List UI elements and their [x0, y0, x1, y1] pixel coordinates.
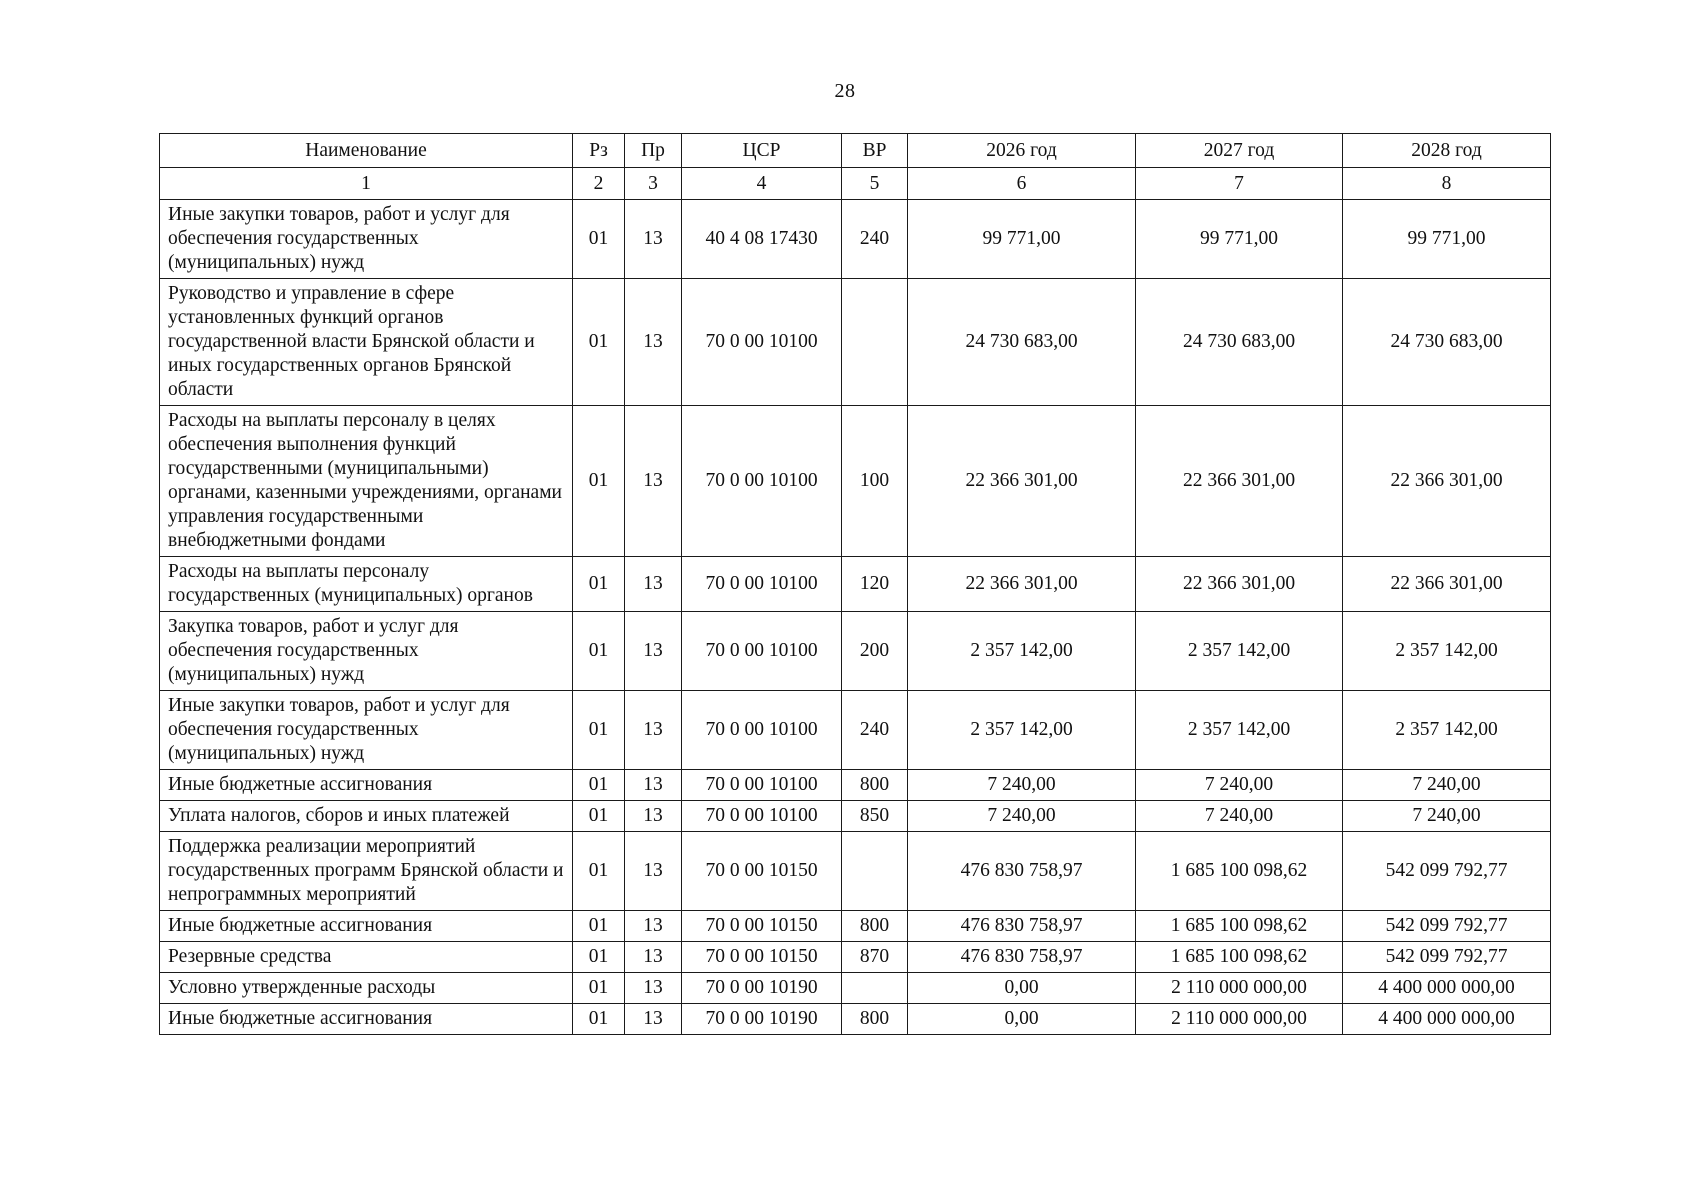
row-csr: 70 0 00 10190: [682, 1004, 842, 1035]
table-row: [160, 911, 1551, 942]
header-rz: Рз: [573, 134, 625, 168]
column-number: 8: [1343, 168, 1551, 200]
row-vr: 800: [842, 1004, 908, 1035]
header-year-2027: 2027 год: [1136, 134, 1343, 168]
row-rz: 01: [573, 279, 625, 406]
row-amount-2028: 542 099 792,77: [1343, 942, 1551, 973]
row-name: Расходы на выплаты персоналу в целях обеспечения выполнения функций государственными (муниципальными) органами, казенными учреждениями, органами управления государственными внебюджетными фондами: [160, 406, 573, 557]
row-rz: 01: [573, 612, 625, 691]
row-amount-2028: 24 730 683,00: [1343, 279, 1551, 406]
column-number: 6: [908, 168, 1136, 200]
row-name: Уплата налогов, сборов и иных платежей: [160, 801, 573, 832]
row-amount-2028: 22 366 301,00: [1343, 406, 1551, 557]
row-vr: [842, 973, 908, 1004]
row-pr: 13: [625, 406, 682, 557]
row-csr: 70 0 00 10100: [682, 406, 842, 557]
row-vr: 800: [842, 770, 908, 801]
header-csr: ЦСР: [682, 134, 842, 168]
table-row: [160, 612, 1551, 691]
row-rz: 01: [573, 200, 625, 279]
table-row: [160, 770, 1551, 801]
table-row: [160, 557, 1551, 612]
row-pr: 13: [625, 279, 682, 406]
row-amount-2027: 22 366 301,00: [1136, 557, 1343, 612]
row-pr: 13: [625, 801, 682, 832]
table-body: [160, 200, 1551, 1035]
row-vr: 240: [842, 200, 908, 279]
row-pr: 13: [625, 911, 682, 942]
row-name: Иные бюджетные ассигнования: [160, 1004, 573, 1035]
row-pr: 13: [625, 200, 682, 279]
row-amount-2027: 7 240,00: [1136, 801, 1343, 832]
row-amount-2028: 2 357 142,00: [1343, 612, 1551, 691]
row-name: Закупка товаров, работ и услуг для обеспечения государственных (муниципальных) нужд: [160, 612, 573, 691]
row-pr: 13: [625, 973, 682, 1004]
row-vr: [842, 279, 908, 406]
row-amount-2028: 542 099 792,77: [1343, 832, 1551, 911]
row-amount-2026: 7 240,00: [908, 770, 1136, 801]
row-csr: 70 0 00 10150: [682, 911, 842, 942]
row-csr: 70 0 00 10150: [682, 832, 842, 911]
table-header: [160, 134, 1551, 200]
row-name: Расходы на выплаты персоналу государственных (муниципальных) органов: [160, 557, 573, 612]
row-name: Иные закупки товаров, работ и услуг для обеспечения государственных (муниципальных) нужд: [160, 691, 573, 770]
row-pr: 13: [625, 557, 682, 612]
column-number: 4: [682, 168, 842, 200]
row-rz: 01: [573, 691, 625, 770]
table-row: [160, 691, 1551, 770]
row-amount-2026: 7 240,00: [908, 801, 1136, 832]
row-amount-2026: 0,00: [908, 973, 1136, 1004]
row-pr: 13: [625, 691, 682, 770]
row-name: Условно утвержденные расходы: [160, 973, 573, 1004]
row-vr: 200: [842, 612, 908, 691]
table-row: [160, 801, 1551, 832]
column-number: 2: [573, 168, 625, 200]
row-pr: 13: [625, 1004, 682, 1035]
row-rz: 01: [573, 770, 625, 801]
row-csr: 70 0 00 10100: [682, 557, 842, 612]
row-rz: 01: [573, 1004, 625, 1035]
row-amount-2028: 7 240,00: [1343, 770, 1551, 801]
row-csr: 70 0 00 10100: [682, 279, 842, 406]
row-amount-2027: 7 240,00: [1136, 770, 1343, 801]
row-amount-2026: 0,00: [908, 1004, 1136, 1035]
column-number: 3: [625, 168, 682, 200]
row-amount-2027: 99 771,00: [1136, 200, 1343, 279]
row-amount-2026: 476 830 758,97: [908, 942, 1136, 973]
header-pr: Пр: [625, 134, 682, 168]
row-amount-2027: 2 110 000 000,00: [1136, 1004, 1343, 1035]
row-amount-2027: 22 366 301,00: [1136, 406, 1343, 557]
row-amount-2027: 2 357 142,00: [1136, 612, 1343, 691]
table-row: [160, 832, 1551, 911]
row-amount-2027: 1 685 100 098,62: [1136, 911, 1343, 942]
table-row: [160, 200, 1551, 279]
row-pr: 13: [625, 770, 682, 801]
row-pr: 13: [625, 612, 682, 691]
column-number: 1: [160, 168, 573, 200]
row-amount-2027: 1 685 100 098,62: [1136, 942, 1343, 973]
row-rz: 01: [573, 832, 625, 911]
row-vr: 850: [842, 801, 908, 832]
budget-table: [159, 133, 1551, 1035]
row-vr: 100: [842, 406, 908, 557]
row-csr: 40 4 08 17430: [682, 200, 842, 279]
row-csr: 70 0 00 10190: [682, 973, 842, 1004]
table-row: [160, 279, 1551, 406]
row-pr: 13: [625, 942, 682, 973]
row-amount-2028: 99 771,00: [1343, 200, 1551, 279]
row-amount-2027: 1 685 100 098,62: [1136, 832, 1343, 911]
column-number-row: [160, 168, 1551, 200]
header-vr: ВР: [842, 134, 908, 168]
row-amount-2028: 542 099 792,77: [1343, 911, 1551, 942]
table-row: [160, 942, 1551, 973]
row-vr: 800: [842, 911, 908, 942]
page-number: 28: [834, 80, 856, 102]
row-amount-2028: 2 357 142,00: [1343, 691, 1551, 770]
row-rz: 01: [573, 973, 625, 1004]
row-pr: 13: [625, 832, 682, 911]
row-csr: 70 0 00 10100: [682, 770, 842, 801]
table-row: [160, 406, 1551, 557]
row-amount-2027: 24 730 683,00: [1136, 279, 1343, 406]
row-amount-2026: 24 730 683,00: [908, 279, 1136, 406]
row-name: Резервные средства: [160, 942, 573, 973]
row-csr: 70 0 00 10100: [682, 691, 842, 770]
header-year-2028: 2028 год: [1343, 134, 1551, 168]
column-number: 5: [842, 168, 908, 200]
row-vr: 120: [842, 557, 908, 612]
row-rz: 01: [573, 557, 625, 612]
column-number: 7: [1136, 168, 1343, 200]
row-amount-2028: 4 400 000 000,00: [1343, 1004, 1551, 1035]
row-name: Иные закупки товаров, работ и услуг для обеспечения государственных (муниципальных) нужд: [160, 200, 573, 279]
row-name: Иные бюджетные ассигнования: [160, 770, 573, 801]
row-amount-2026: 476 830 758,97: [908, 911, 1136, 942]
row-vr: 870: [842, 942, 908, 973]
row-amount-2026: 2 357 142,00: [908, 612, 1136, 691]
row-vr: 240: [842, 691, 908, 770]
row-rz: 01: [573, 801, 625, 832]
row-amount-2026: 2 357 142,00: [908, 691, 1136, 770]
header-name: Наименование: [160, 134, 573, 168]
row-amount-2026: 22 366 301,00: [908, 557, 1136, 612]
row-amount-2027: 2 110 000 000,00: [1136, 973, 1343, 1004]
row-csr: 70 0 00 10150: [682, 942, 842, 973]
table-row: [160, 1004, 1551, 1035]
row-vr: [842, 832, 908, 911]
row-amount-2028: 4 400 000 000,00: [1343, 973, 1551, 1004]
row-amount-2026: 22 366 301,00: [908, 406, 1136, 557]
row-amount-2026: 99 771,00: [908, 200, 1136, 279]
row-amount-2027: 2 357 142,00: [1136, 691, 1343, 770]
row-rz: 01: [573, 942, 625, 973]
header-row: [160, 134, 1551, 168]
row-rz: 01: [573, 406, 625, 557]
row-rz: 01: [573, 911, 625, 942]
row-csr: 70 0 00 10100: [682, 612, 842, 691]
header-year-2026: 2026 год: [908, 134, 1136, 168]
row-amount-2026: 476 830 758,97: [908, 832, 1136, 911]
row-amount-2028: 22 366 301,00: [1343, 557, 1551, 612]
row-name: Руководство и управление в сфере установленных функций органов государственной власти Брянской области и иных государственных органов Брянской области: [160, 279, 573, 406]
row-amount-2028: 7 240,00: [1343, 801, 1551, 832]
row-csr: 70 0 00 10100: [682, 801, 842, 832]
table-row: [160, 973, 1551, 1004]
row-name: Поддержка реализации мероприятий государственных программ Брянской области и непрограммных мероприятий: [160, 832, 573, 911]
row-name: Иные бюджетные ассигнования: [160, 911, 573, 942]
